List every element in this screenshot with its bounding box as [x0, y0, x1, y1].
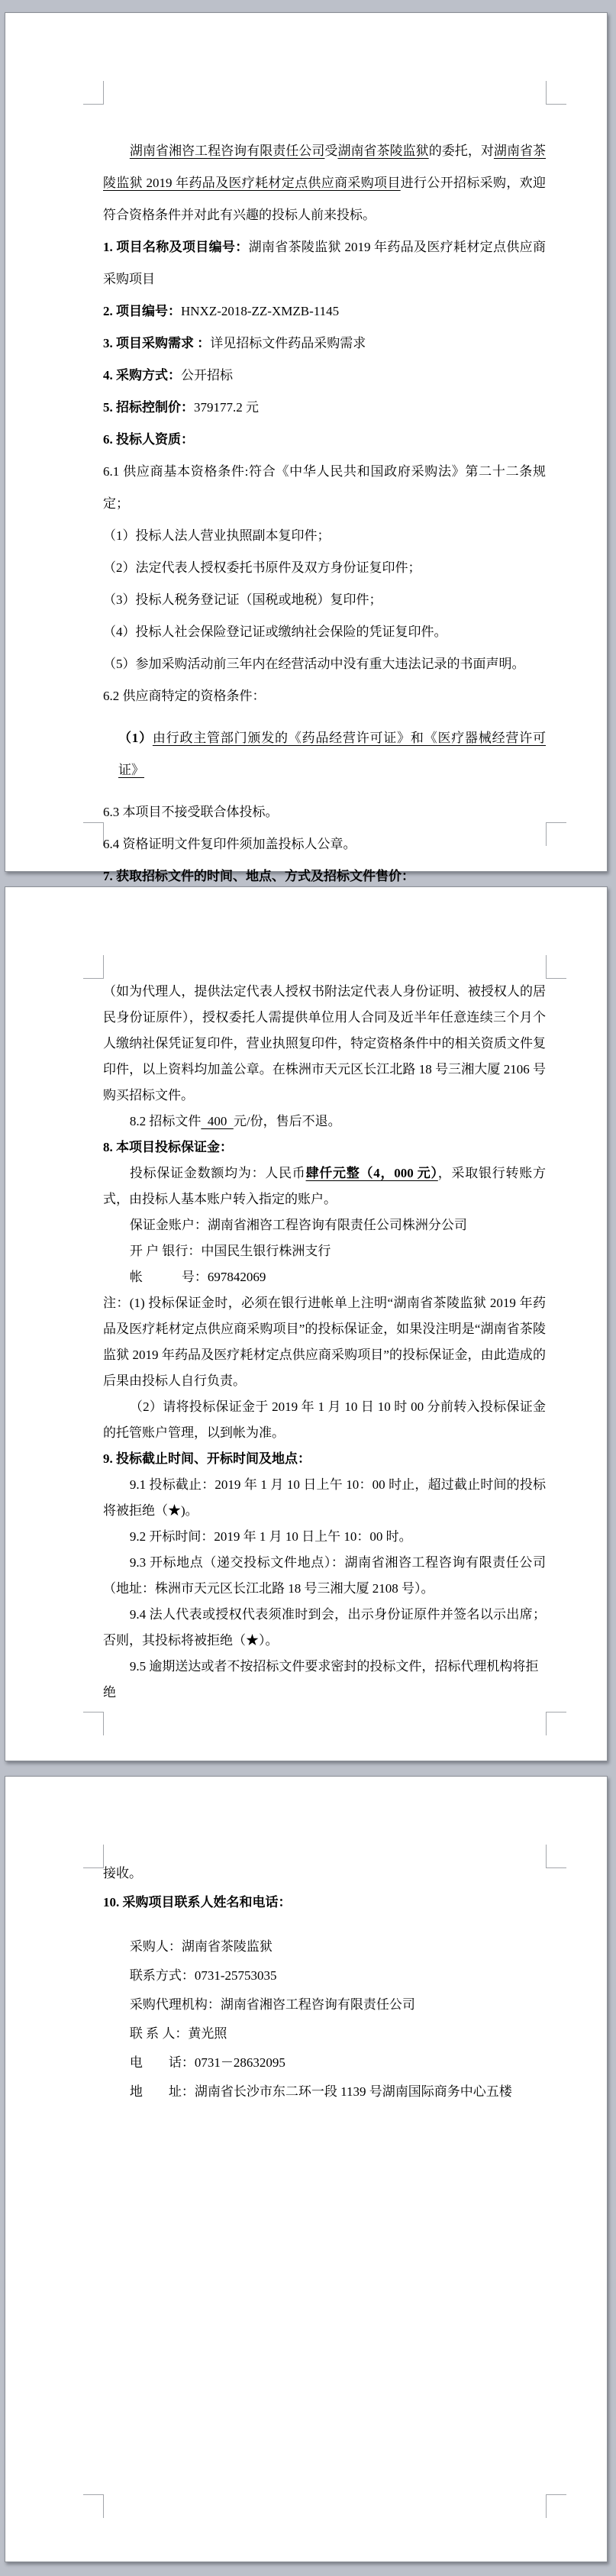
text-run: 6. 投标人资质： [103, 432, 194, 447]
margin-mark-bottom-left-icon [83, 1712, 104, 1735]
paragraph [103, 1238, 546, 1264]
text-run: 湖南省茶陵监狱 2019 年药品及医疗耗材定点供应商采购项目 [103, 240, 546, 286]
text-run: 4. 采购方式： [103, 368, 181, 383]
text-run: 湖南省茶陵监狱 2019 年药品及医疗耗材定点供应商采购项目 [103, 144, 547, 190]
paragraph [103, 1290, 546, 1394]
margin-mark-bottom-right-icon [546, 1712, 566, 1735]
paragraph [103, 231, 546, 295]
text-run: 6.4 资格证明文件复印件须加盖投标人公章。 [103, 837, 356, 851]
margin-mark-top-left-icon [83, 1845, 104, 1868]
text-run: 9.5 逾期送达或者不按招标文件要求密封的投标文件，招标代理机构将拒绝 [103, 1659, 539, 1700]
bank-name: 开 户 银行：中国民生银行株洲支行 [129, 1244, 331, 1258]
document-page-2 [5, 886, 608, 1761]
paragraph [103, 1859, 546, 1888]
text-run: 9. 投标截止时间、开标时间及地点： [103, 1451, 311, 1466]
paragraph [103, 979, 546, 1109]
paragraph [103, 1524, 546, 1550]
text-run: 7. 获取招标文件的时间、地点、方式及招标文件售价： [103, 869, 414, 883]
paragraph [103, 1654, 546, 1706]
paragraph [103, 135, 546, 231]
text-run: （如为代理人，提供法定代表人授权书附法定代表人身份证明、被授权人的居民身份证原件），授权委托人需提供单位用人合同及近半年任意连续三个月个人缴纳社保凭证复印件，营业执照复印件，特定资格条件中的相关资质文件复印件，以上资料均加盖公章。在株洲市天元区长江北路 18 号三湘大厦 2106 号购买招标文件。 [103, 984, 546, 1102]
paragraph [103, 616, 546, 648]
text-run: 湖南省湘咨工程咨询有限责任公司 [129, 144, 325, 158]
paragraph [103, 392, 546, 424]
project-number: HNXZ-2018-ZZ-XMZB-1145 [181, 304, 340, 318]
paragraph [103, 1602, 546, 1654]
paragraph [103, 456, 546, 520]
paragraph [103, 1446, 546, 1472]
document-page-1 [5, 12, 608, 883]
margin-mark-top-right-icon [546, 955, 566, 979]
agency: 采购代理机构：湖南省湘咨工程咨询有限责任公司 [129, 1997, 415, 2012]
paragraph [103, 1990, 546, 2019]
text-run: 受 [324, 144, 338, 158]
paragraph [103, 520, 546, 552]
text-run: 9.1 投标截止：2019 年 1 月 10 日上午 10：00 时止，超过截止时间的投标将被拒绝（★)。 [103, 1477, 546, 1518]
paragraph [103, 2019, 546, 2048]
text-run: 6.3 本项目不接受联合体投标。 [103, 805, 279, 819]
text-run: 注：(1) 投标保证金时，必须在银行进帐单上注明“湖南省茶陵监狱 2019 年药品及医疗耗材定点供应商采购项目”的投标保证金，如果没注明是“湖南省茶陵监狱 2019 年药品及医疗耗材定点供应商采购项目”的投标保证金，由此造成的后果由投标人自行负责。 [103, 1296, 546, 1388]
paragraph [103, 2077, 546, 2106]
text-run: （1）投标人法人营业执照副本复印件； [103, 528, 331, 543]
purchaser-phone: 联系方式：0731-25753035 [129, 1968, 277, 1983]
text-run: 8. 本项目投标保证金： [103, 1140, 233, 1154]
text-run: 9.4 法人代表或授权代表须准时到会，出示身份证原件并签名以示出席；否则，其投标将被拒绝（★）。 [103, 1607, 546, 1648]
margin-mark-top-left-icon [83, 955, 104, 979]
text-run: （5）参加采购活动前三年内在经营活动中没有重大违法记录的书面声明。 [103, 657, 525, 671]
paragraph [103, 796, 546, 828]
document-price: 400 [201, 1114, 234, 1128]
text-run: 1. 项目名称及项目编号： [103, 240, 249, 254]
paragraph [103, 1160, 546, 1212]
paragraph [103, 680, 546, 712]
paragraph [103, 648, 546, 680]
margin-mark-top-right-icon [546, 81, 566, 105]
margin-mark-bottom-left-icon [83, 822, 104, 846]
paragraph [103, 424, 546, 456]
paragraph [103, 1550, 546, 1602]
control-price: 379177.2 元 [194, 400, 259, 415]
text-run: （2）请将投标保证金于 2019 年 1 月 10 日 10 时 00 分前转入投标保证金的托管账户管理，以到帐为准。 [103, 1399, 546, 1440]
paragraph [103, 1961, 546, 1990]
paragraph [103, 1888, 546, 1917]
purchaser: 采购人：湖南省茶陵监狱 [129, 1939, 273, 1954]
margin-mark-bottom-right-icon [546, 822, 566, 846]
paragraph [103, 828, 546, 860]
margin-mark-top-left-icon [83, 81, 104, 105]
text-run: （2）法定代表人授权委托书原件及双方身份证复印件； [103, 560, 421, 575]
text-run: 进行公开招标采购，欢迎符合资格条件并对此有兴趣的投标人前来投标。 [103, 176, 546, 222]
text-run: 8.2 招标文件 [129, 1114, 202, 1128]
text-run: （4）投标人社会保险登记证或缴纳社会保险的凭证复印件。 [103, 625, 447, 639]
paragraph [103, 1212, 546, 1238]
contact-person: 联 系 人：黄光照 [129, 2026, 227, 2041]
margin-mark-top-right-icon [546, 1845, 566, 1868]
agency-address: 地 址：湖南省长沙市东二环一段 1139 号湖南国际商务中心五楼 [129, 2084, 512, 2099]
page-3-text [103, 1859, 546, 2106]
paragraph [103, 722, 546, 786]
text-run: 6.2 供应商特定的资格条件： [103, 689, 266, 703]
text-run: 3. 项目采购需求 ： [103, 336, 211, 350]
page-2-text [103, 979, 546, 1706]
text-run: ，采取银行转账方式，由投标人基本账户转入指定的账户。 [103, 1166, 547, 1206]
agency-phone: 电 话：0731－28632095 [129, 2055, 285, 2070]
paragraph [103, 295, 546, 328]
paragraph [103, 552, 546, 584]
document-page-3 [5, 1776, 608, 2562]
text-run: 5. 招标控制价： [103, 400, 194, 415]
text-run: 的委托，对 [428, 144, 494, 158]
paragraph [103, 1394, 546, 1446]
text-run: 6.1 供应商基本资格条件:符合《中华人民共和国政府采购法》第二十二条规定； [103, 464, 546, 511]
paragraph [103, 1109, 546, 1135]
paragraph [103, 1264, 546, 1290]
text-run: 投标保证金数额均为：人民币 [129, 1166, 306, 1180]
paragraph [103, 1135, 546, 1160]
paragraph [103, 1932, 546, 1961]
text-run: 9.2 开标时间：2019 年 1 月 10 日上午 10：00 时。 [129, 1529, 412, 1544]
account-number: 帐 号：697842069 [129, 1270, 266, 1284]
paragraph [103, 328, 546, 360]
text-run: 详见招标文件药品采购需求 [210, 336, 366, 350]
paragraph [103, 2048, 546, 2077]
margin-mark-bottom-right-icon [546, 2494, 566, 2518]
margin-mark-bottom-left-icon [83, 2494, 104, 2518]
text-run: （1） [118, 731, 153, 745]
text-run: 湖南省茶陵监狱 [337, 144, 429, 158]
bond-account-name: 保证金账户：湖南省湘咨工程咨询有限责任公司株洲分公司 [129, 1218, 467, 1232]
paragraph [103, 584, 546, 616]
text-run: 接收。 [103, 1866, 142, 1880]
text-run: 9.3 开标地点（递交投标文件地点）：湖南省湘咨工程咨询有限责任公司（地址：株洲市天元区长江北路 18 号三湘大厦 2108 号）。 [103, 1555, 546, 1596]
text-run: 2. 项目编号： [103, 304, 181, 318]
paragraph [103, 1472, 546, 1524]
text-run: 元/份，售后不退。 [233, 1114, 341, 1128]
bid-bond-amount: 肆仟元整（4，000 元） [305, 1166, 438, 1180]
text-run: 公开招标 [181, 368, 233, 383]
text-run: 由行政主管部门颁发的《药品经营许可证》和《医疗器械经营许可证》 [118, 731, 547, 777]
page-1-text [103, 105, 546, 989]
text-run: （3）投标人税务登记证（国税或地税）复印件； [103, 592, 382, 607]
paragraph [103, 360, 546, 392]
text-run: 10. 采购项目联系人姓名和电话： [103, 1895, 292, 1909]
